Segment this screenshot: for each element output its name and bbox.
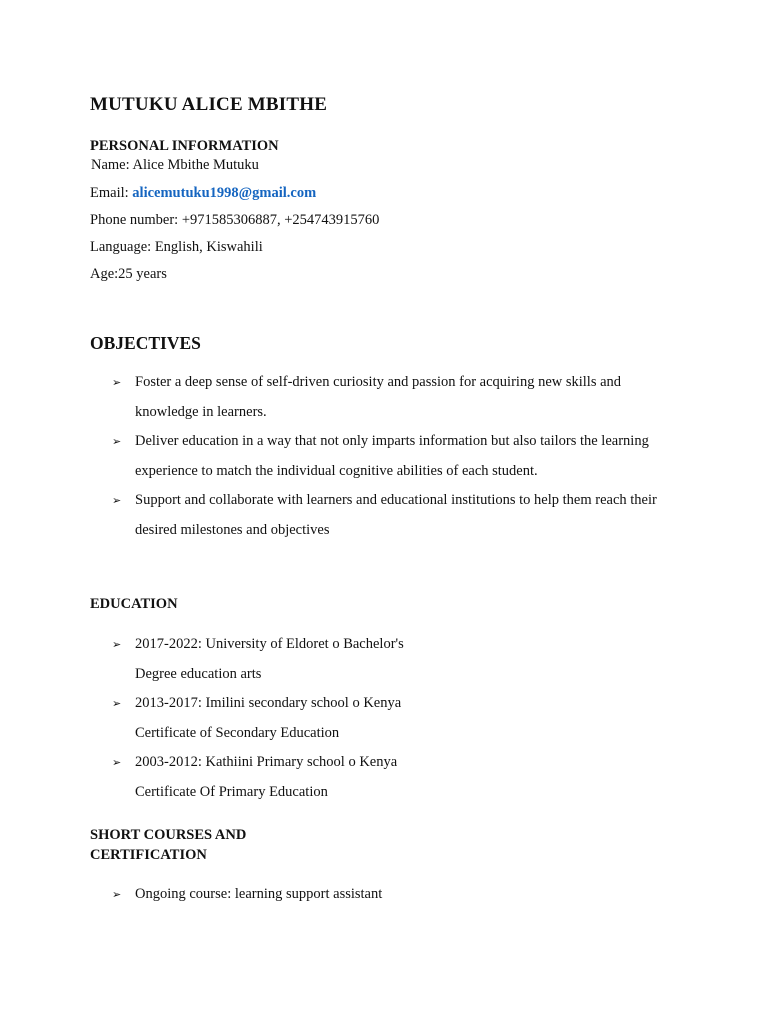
short-courses-heading-line: SHORT COURSES AND [90, 827, 247, 843]
arrowhead-bullet-icon: ➢ [112, 697, 122, 710]
objective-line: Deliver education in a way that not only imparts information but also tailors the learning [135, 433, 649, 449]
education-heading: EDUCATION [90, 596, 178, 612]
education-item [112, 630, 692, 689]
objectives-heading: OBJECTIVES [90, 333, 201, 353]
objectives-list [112, 368, 692, 545]
education-item [112, 689, 692, 748]
short-courses-list [112, 880, 692, 910]
education-item [112, 748, 692, 807]
arrowhead-bullet-icon: ➢ [112, 638, 122, 651]
arrowhead-bullet-icon: ➢ [112, 435, 122, 448]
education-line: Certificate Of Primary Education [135, 783, 328, 800]
education-line: Certificate of Secondary Education [135, 724, 340, 741]
candidate-name: MUTUKU ALICE MBITHE [90, 94, 328, 115]
email-label: Email: [90, 185, 133, 201]
arrowhead-bullet-icon: ➢ [112, 494, 122, 507]
personal-language-line: Language: English, Kiswahili [90, 239, 263, 255]
objective-line: knowledge in learners. [135, 403, 267, 420]
personal-info-heading: PERSONAL INFORMATION [90, 138, 279, 154]
personal-phone-line: Phone number: +971585306887, +254743915760 [90, 212, 380, 228]
course-item [112, 880, 692, 910]
education-line: Degree education arts [135, 665, 262, 682]
arrowhead-bullet-icon: ➢ [112, 888, 122, 901]
objective-item [112, 486, 692, 545]
email-link[interactable]: alicemutuku1998@gmail.com [132, 185, 317, 201]
education-line: 2003-2012: Kathiini Primary school o Kenya [135, 754, 398, 770]
arrowhead-bullet-icon: ➢ [112, 756, 122, 769]
objective-item [112, 368, 692, 427]
personal-name-line: Name: Alice Mbithe Mutuku [91, 157, 259, 173]
arrowhead-bullet-icon: ➢ [112, 376, 122, 389]
objective-item [112, 427, 692, 486]
objective-line: experience to match the individual cognitive abilities of each student. [135, 462, 538, 479]
personal-email-line [90, 185, 316, 202]
education-list [112, 630, 692, 807]
objective-line: Foster a deep sense of self-driven curiosity and passion for acquiring new skills and [135, 374, 622, 390]
personal-age-line: Age:25 years [90, 266, 167, 282]
objective-line: Support and collaborate with learners and educational institutions to help them reach their [135, 492, 657, 508]
short-courses-heading [90, 825, 246, 865]
education-line: 2013-2017: Imilini secondary school o Kenya [135, 695, 402, 711]
course-line: Ongoing course: learning support assistant [135, 886, 383, 902]
education-line: 2017-2022: University of Eldoret o Bachelor's [135, 636, 404, 652]
objective-line: desired milestones and objectives [135, 521, 330, 538]
short-courses-heading-line: CERTIFICATION [90, 847, 207, 863]
